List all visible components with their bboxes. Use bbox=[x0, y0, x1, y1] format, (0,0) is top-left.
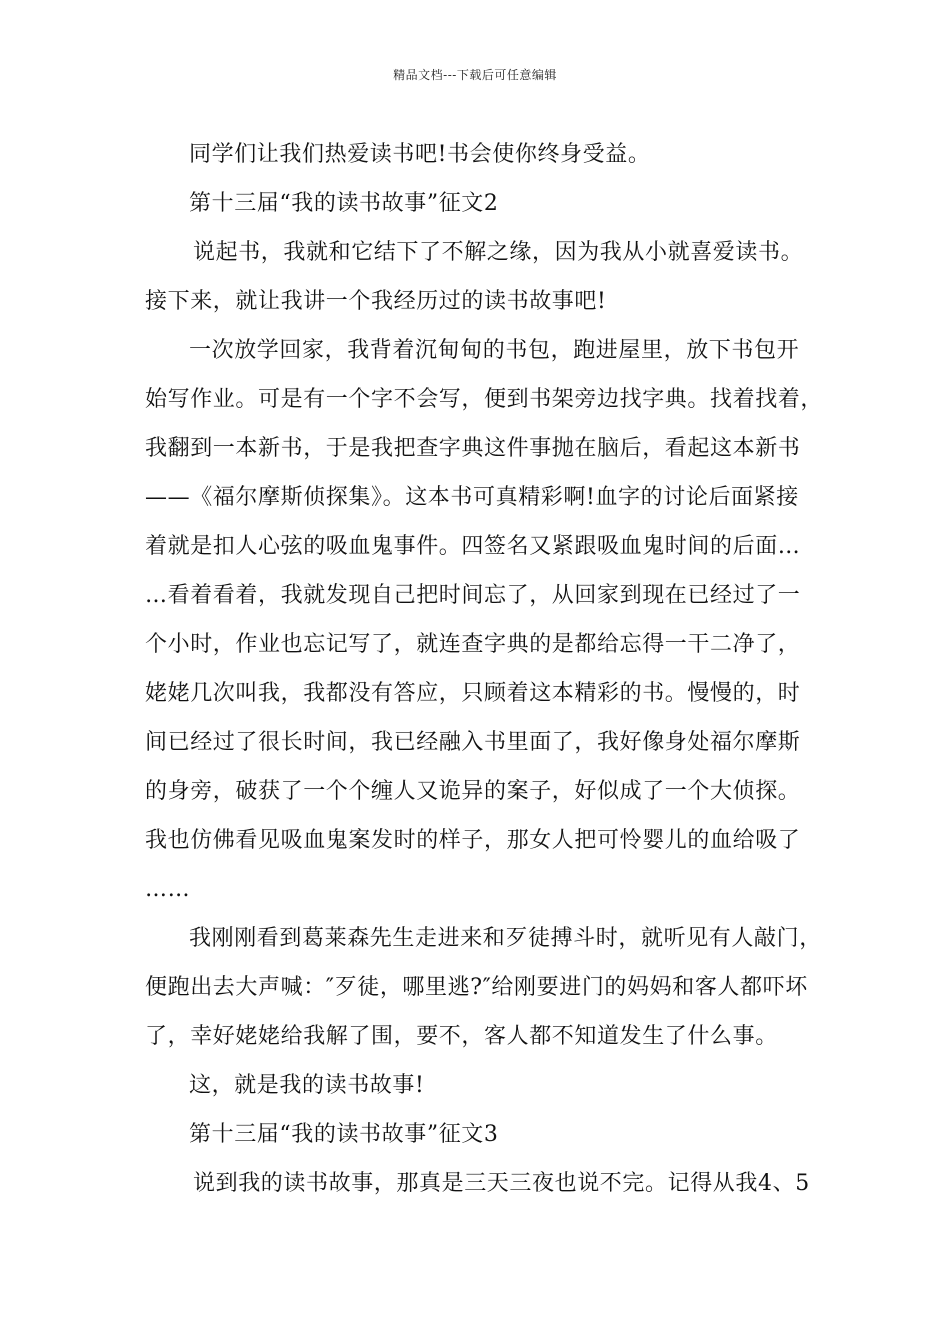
text-line: 我刚刚看到葛莱森先生走进来和歹徒搏斗时，就听见有人敲门， bbox=[189, 926, 822, 951]
text-line: 了，幸好姥姥给我解了围，要不，客人都不知道发生了什么事。 bbox=[145, 1024, 778, 1049]
text-line: 的身旁，破获了一个个缠人又诡异的案子，好似成了一个大侦探。 bbox=[145, 779, 801, 804]
text-line: 姥姥几次叫我，我都没有答应，只顾着这本精彩的书。慢慢的，时 bbox=[145, 681, 801, 706]
section-heading: 第十三届“我的读书故事”征文3 bbox=[189, 1122, 499, 1147]
section-heading: 第十三届“我的读书故事”征文2 bbox=[189, 191, 499, 216]
text-line: 个小时，作业也忘记写了，就连查字典的是都给忘得一干二净了， bbox=[145, 632, 801, 657]
text-line: 同学们让我们热爱读书吧!书会使你终身受益。 bbox=[189, 142, 651, 167]
text-line: 接下来，就让我讲一个我经历过的读书故事吧! bbox=[145, 289, 607, 314]
text-line: 说到我的读书故事，那真是三天三夜也说不完。记得从我4、5 bbox=[193, 1171, 810, 1196]
text-line: ——《福尔摩斯侦探集》。这本书可真精彩啊!血字的讨论后面紧接 bbox=[145, 485, 799, 510]
text-line: …看着看着，我就发现自己把时间忘了，从回家到现在已经过了一 bbox=[145, 583, 801, 608]
text-line: 便跑出去大声喊：″歹徒，哪里逃?″给刚要进门的妈妈和客人都吓坏 bbox=[145, 975, 808, 1000]
text-line: 说起书，我就和它结下了不解之缘，因为我从小就喜爱读书。 bbox=[193, 240, 804, 265]
text-line: …… bbox=[145, 877, 191, 902]
text-line: 一次放学回家，我背着沉甸甸的书包，跑进屋里，放下书包开 bbox=[189, 338, 800, 363]
text-line: 间已经过了很长时间，我已经融入书里面了，我好像身处福尔摩斯 bbox=[145, 730, 801, 755]
text-line: 我翻到一本新书，于是我把查字典这件事抛在脑后，看起这本新书 bbox=[145, 436, 801, 461]
document-body bbox=[145, 130, 824, 1208]
text-line: 始写作业。可是有一个字不会写，便到书架旁边找字典。找着找着， bbox=[145, 387, 824, 412]
text-line: 这，就是我的读书故事! bbox=[189, 1073, 425, 1098]
text-line: 着就是扣人心弦的吸血鬼事件。四签名又紧跟吸血鬼时间的后面… bbox=[145, 534, 801, 559]
page-header: 精品文档---下载后可任意编辑 bbox=[393, 68, 557, 82]
text-line: 我也仿佛看见吸血鬼案发时的样子，那女人把可怜婴儿的血给吸了 bbox=[145, 828, 801, 853]
